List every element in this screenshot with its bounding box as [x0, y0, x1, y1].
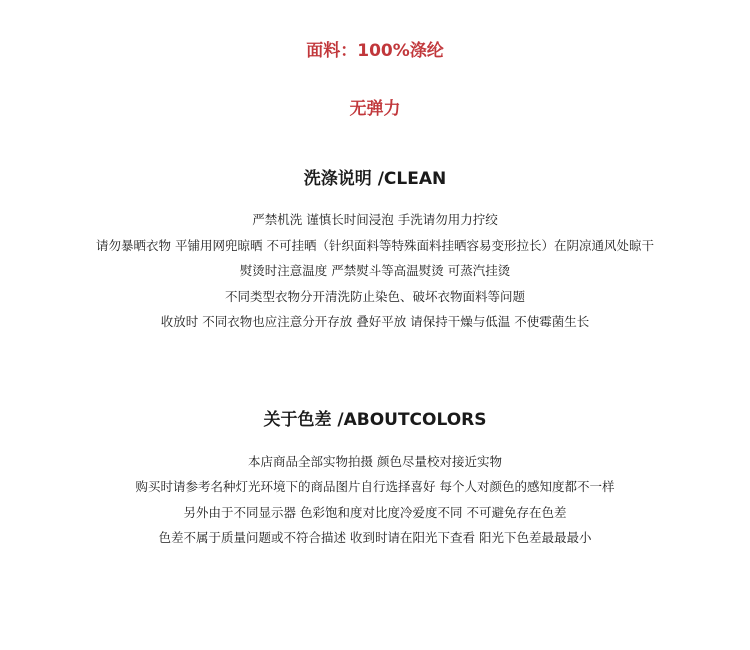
- wash-instructions-title: 洗涤说明 /CLEAN: [303, 169, 447, 189]
- color-difference-line: 色差不属于质量问题或不符合描述 收到时请在阳光下查看 阳光下色差最最最小: [158, 530, 592, 545]
- wash-instruction-line: 收放时 不同衣物也应注意分开存放 叠好平放 请保持干燥与低温 不使霉菌生长: [160, 314, 590, 329]
- wash-instruction-line: 请勿暴晒衣物 平铺用网兜晾晒 不可挂晒（针织面料等特殊面料挂晒容易变形拉长）在阴凉通风处晾干: [96, 238, 654, 253]
- color-difference-line: 购买时请参考名种灯光环境下的商品图片自行选择喜好 每个人对颜色的感知度都不一样: [135, 479, 615, 494]
- wash-instruction-line: 不同类型衣物分开清洗防止染色、破坏衣物面料等问题: [224, 289, 525, 304]
- fabric-material-text: 面料：100%涤纶: [306, 41, 444, 61]
- fabric-elasticity-text: 无弹力: [349, 99, 401, 119]
- wash-instruction-line: 严禁机洗 谨慎长时间浸泡 手洗请勿用力拧绞: [252, 212, 498, 227]
- wash-instruction-line: 熨烫时注意温度 严禁熨斗等高温熨烫 可蒸汽挂烫: [239, 263, 511, 278]
- color-difference-line: 另外由于不同显示器 色彩饱和度对比度冷爱度不同 不可避免存在色差: [183, 505, 567, 520]
- color-difference-title: 关于色差 /ABOUTCOLORS: [263, 410, 487, 430]
- color-difference-line: 本店商品全部实物拍摄 颜色尽量校对接近实物: [248, 454, 502, 469]
